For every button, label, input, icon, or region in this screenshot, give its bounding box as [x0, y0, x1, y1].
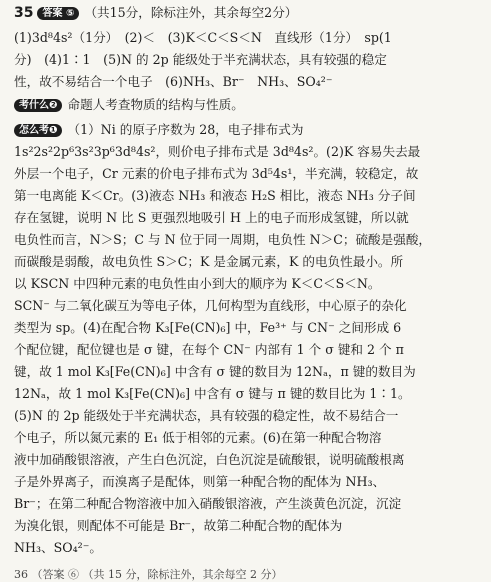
explanation-line: 1s²2s²2p⁶3s²3p⁶3d⁸4s²，则价电子排布式是 3d⁸4s²。(2)K 容易失去最	[14, 144, 421, 159]
score-note: （共15分，除标注外，其余每空2分）	[84, 5, 298, 20]
explanation-line: SCN⁻ 与二氧化碳互为等电子体，几何构型为直线形，中心原子的杂化	[14, 298, 407, 313]
explanation-line: 外层一个电子，Cr 元素的价电子排布式为 3d⁵4s¹，半充满，较稳定，故	[14, 166, 419, 181]
answer-line: 分) (4)1∶1 (5)N 的 2p 能级处于半充满状态，具有较强的稳定	[14, 52, 387, 67]
explanation-line: (5)N 的 2p 能级处于半充满状态，具有较强的稳定性，故不易结合一	[14, 408, 399, 423]
explanation-line: （1）Ni 的原子序数为 28，电子排布式为	[67, 122, 304, 137]
explanation-line: 以 KSCN 中四种元素的电负性由小到大的顺序为 K＜C＜S＜N。	[14, 276, 381, 291]
question-header	[14, 4, 484, 22]
explanation-line: 类型为 sp。(4)在配合物 K₃[Fe(CN)₆] 中，Fe³⁺ 与 CN⁻ 之间形成 6	[14, 320, 402, 335]
kao-shen-me-text: 命题人考查物质的结构与性质。	[67, 97, 244, 112]
explanation-line: 存在氢键，说明 N 比 S 更强烈地吸引 H 上的电子而形成氢键，所以就	[14, 210, 409, 225]
kao-shen-me-row	[14, 96, 484, 114]
explanation-line: 第一电离能 K＜Cr。(3)液态 NH₃ 和液态 H₂S 相比，液态 NH₃ 分子间	[14, 188, 416, 203]
explanation-line: NH₃、SO₄²⁻。	[14, 540, 102, 555]
zen-me-kao-row	[14, 121, 484, 139]
explanation-line: 而碳酸是弱酸，故电负性 S＞C；K 是金属元素，K 的电负性最小。所	[14, 254, 404, 269]
explanation-line: Br⁻；在第二种配合物溶液中加入硝酸银溶液，产生淡黄色沉淀，沉淀	[14, 496, 402, 511]
explanation-line: 子是外界离子，而溴离子是配体，则第一种配合物的配体为 NH₃、	[14, 474, 386, 489]
kao-shen-me-badge: 考什么❷	[14, 99, 62, 112]
explanation-line: 个电子，所以氮元素的 E₁ 低于相邻的元素。(6)在第一种配合物溶	[14, 430, 382, 445]
explanation-line: 为溴化银，则配体不可能是 Br⁻，故第二种配合物的配体为	[14, 518, 343, 533]
answer-badge: 答案 ⑤	[37, 7, 79, 20]
zen-me-kao-badge: 怎么考❶	[14, 124, 62, 137]
answer-line: (1)3d⁸4s²（1分） (2)＜ (3)K＜C＜S＜N 直线形（1分） sp(1	[14, 30, 392, 45]
explanation-line: 12Nₐ，故 1 mol K₃[Fe(CN)₆] 中含有 σ 键与 π 键的数目比为 1∶1。	[14, 386, 411, 401]
question-number: 35	[14, 5, 34, 21]
explanation-line: 个配位键，配位键也是 σ 键，在每个 CN⁻ 内部有 1 个 σ 键和 2 个 π	[14, 342, 404, 357]
explanation-line: 液中加硝酸银溶液，产生白色沉淀，白色沉淀是硫酸银，说明硫酸根离	[14, 452, 405, 467]
explanation-line: 键，故 1 mol K₃[Fe(CN)₆] 中含有 σ 键的数目为 12Nₐ，π 键的数目为	[14, 364, 416, 379]
next-question-cutoff: 36 （答案 ⑥ （共 15 分，除标注外，其余每空 2 分）	[14, 568, 283, 581]
answer-line: 性，故不易结合一个电子 (6)NH₃、Br⁻ NH₃、SO₄²⁻	[14, 74, 333, 89]
explanation-line: 电负性而言，N＞S；C 与 N 位于同一周期，电负性 N＞C；硫酸是强酸，	[14, 232, 432, 247]
